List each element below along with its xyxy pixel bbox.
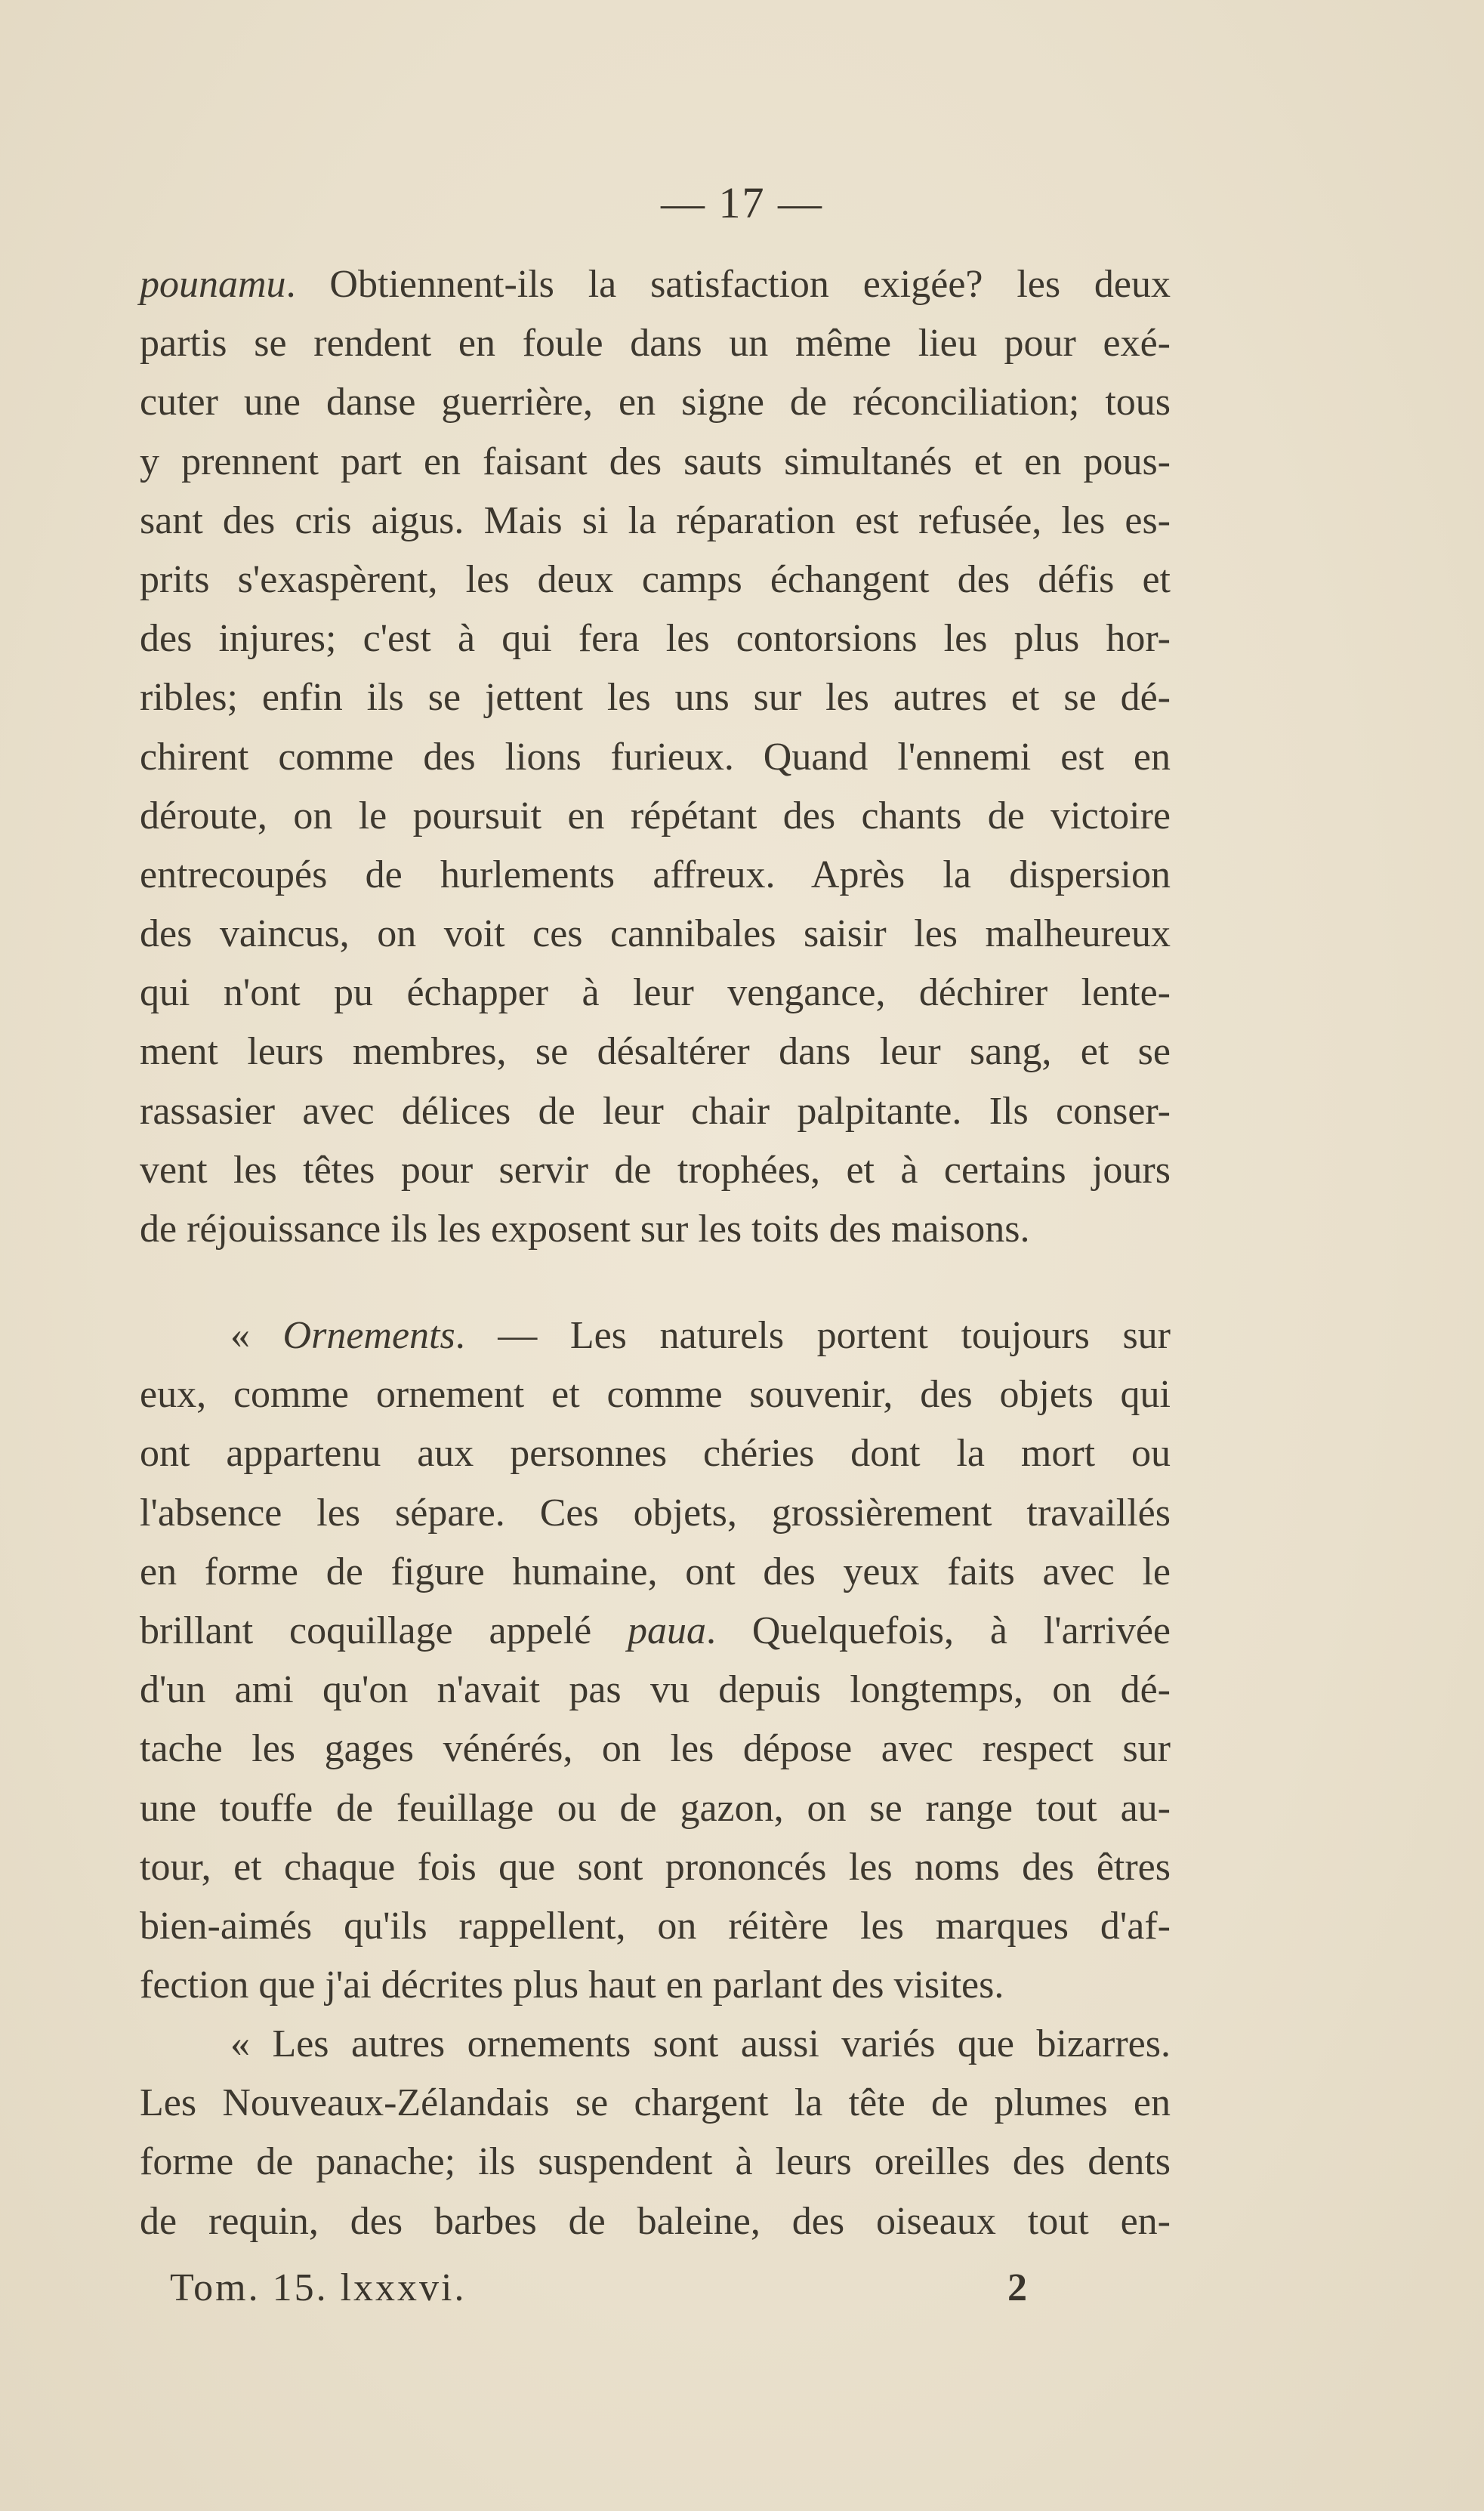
text-line: ont appartenu aux personnes chéries dont la mort ou [140,1432,1171,1476]
text-line: sant des cris aigus. Mais si la réparation est refusée, les es- [140,498,1171,542]
text-line: des vaincus, on voit ces cannibales saisir les malheureux [140,912,1171,956]
text-line: eux, comme ornement et comme souvenir, des objets qui [140,1373,1171,1417]
text-line: des injures; c'est à qui fera les contorsions les plus hor- [140,617,1171,661]
text-line: partis se rendent en foule dans un même lieu pour exé- [140,322,1171,366]
italic-word: pounamu [140,263,286,306]
text-line: déroute, on le poursuit en répétant des chants de victoire [140,794,1171,838]
text-line: cuter une danse guerrière, en signe de réconciliation; tous [140,381,1171,424]
text-line: fection que j'ai décrites plus haut en parlant des visites. [140,1963,1004,2007]
italic-word: paua [628,1609,707,1652]
text-line: prits s'exaspèrent, les deux camps échangent des défis et [140,557,1171,601]
text-line: qui n'ont pu échapper à leur vengance, déchirer lente- [140,971,1171,1015]
paragraph-combat [140,255,1171,1259]
text-line: brillant coquillage appelé paua. Quelquefois, à l'arrivée [140,1609,1171,1652]
text-line: ment leurs membres, se désaltérer dans leur sang, et se [140,1030,1171,1074]
section-heading: Ornements [282,1314,455,1357]
text-line: « Ornements. — Les naturels portent toujours sur [230,1314,1171,1357]
text-line: tache les gages vénérés, on les dépose avec respect sur [140,1727,1171,1771]
text-line: en forme de figure humaine, ont des yeux faits avec le [140,1550,1171,1593]
paragraph-ornements [140,1306,1171,2015]
text-line: chirent comme des lions furieux. Quand l'ennemi est en [140,735,1171,779]
text-line: entrecoupés de hurlements affreux. Après la dispersion [140,853,1171,896]
text-line: Les Nouveaux-Zélandais se chargent la tête de plumes en [140,2081,1171,2125]
text-line: tour, et chaque fois que sont prononcés les noms des êtres [140,1845,1171,1889]
text-line: d'un ami qu'on n'avait pas vu depuis longtemps, on dé- [140,1668,1171,1712]
text-line: bien-aimés qu'ils rappellent, on réitère les marques d'af- [140,1904,1171,1948]
text-line: de réjouissance ils les exposent sur les toits des maisons. [140,1208,1030,1251]
text-line: forme de panache; ils suspendent à leurs oreilles des dents [140,2140,1171,2184]
text-line: « Les autres ornements sont aussi variés que bizarres. [230,2022,1171,2065]
text-line: l'absence les sépare. Ces objets, grossièrement travaillés [140,1491,1171,1535]
page-number-header: — 17 — [661,178,823,227]
text-line: y prennent part en faisant des sauts simultanés et en pous- [140,440,1171,483]
paragraph-autres-ornements [140,2015,1171,2251]
text-line: vent les têtes pour servir de trophées, et à certains jours [140,1148,1171,1192]
signature-mark: Tom. 15. lxxxvi. [170,2266,467,2309]
text-line: pounamu. Obtiennent-ils la satisfaction exigée? les deux [140,263,1171,306]
text-line: rassasier avec délices de leur chair palpitante. Ils conser- [140,1089,1171,1133]
text-line: de requin, des barbes de baleine, des oiseaux tout en- [140,2199,1171,2243]
gathering-number: 2 [1007,2266,1027,2309]
text-line: une touffe de feuillage ou de gazon, on se range tout au- [140,1786,1171,1830]
text-line: ribles; enfin ils se jettent les uns sur les autres et se dé- [140,676,1171,720]
